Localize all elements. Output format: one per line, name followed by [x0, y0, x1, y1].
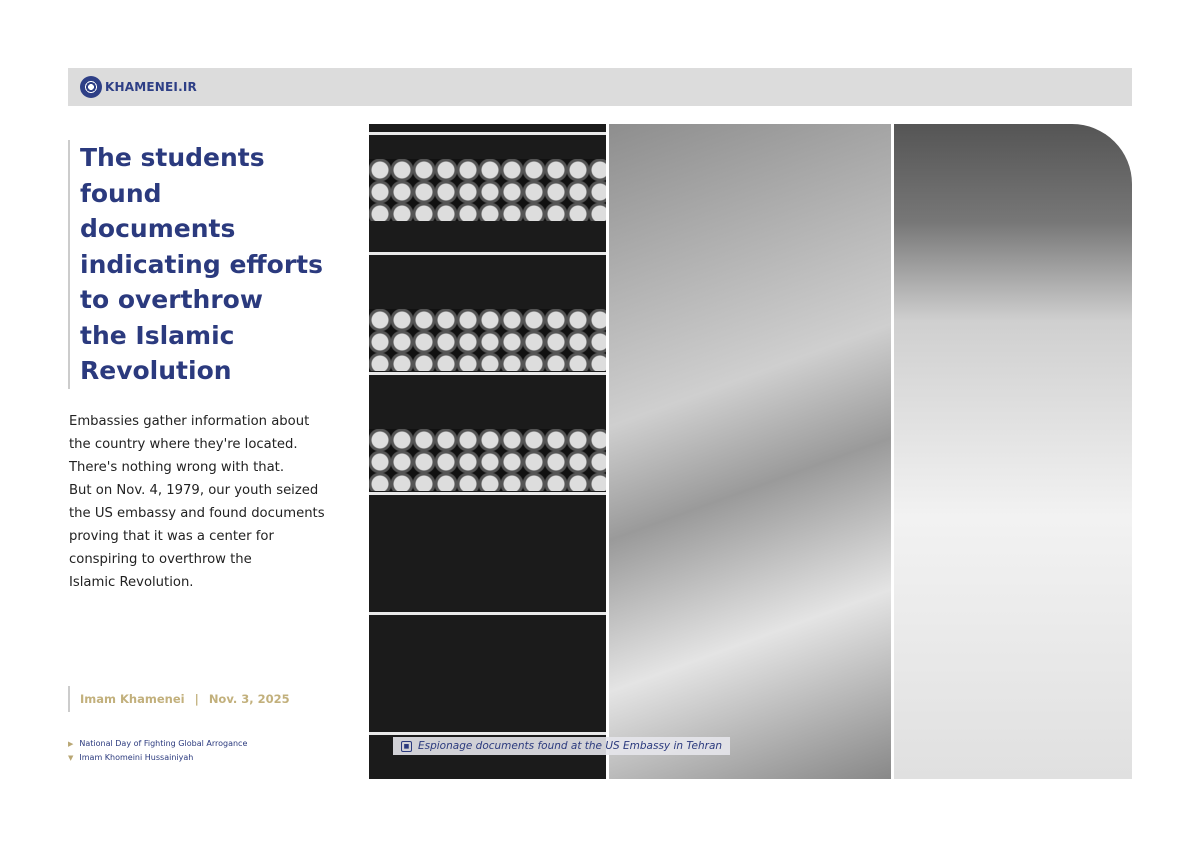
triangle-right-icon: ▶ [68, 740, 74, 748]
body-line: the US embassy and found documents [69, 506, 325, 521]
title-line: found [80, 178, 162, 208]
byline [68, 686, 290, 712]
page-title [68, 140, 350, 389]
note-text: Imam Khomeini Hussainiyah [79, 753, 194, 762]
cylinder-row [369, 429, 606, 491]
photo-collage [369, 124, 1132, 779]
title-line: indicating efforts [80, 249, 323, 279]
photo-shredded-paper [894, 124, 1132, 779]
title-line: the Islamic [80, 320, 235, 350]
byline-date: Nov. 3, 2025 [208, 692, 290, 706]
caption-text: Espionage documents found at the US Embassy in Tehran [418, 740, 723, 752]
title-line: documents [80, 214, 236, 243]
photo-shelves-cylinders [369, 124, 606, 779]
body-line: proving that it was a center for [69, 529, 274, 544]
photo-circuit-boards [609, 124, 891, 779]
logo-icon [80, 76, 102, 98]
photo-caption [393, 737, 730, 755]
title-line: to overthrow [80, 285, 263, 314]
note-venue [68, 751, 247, 765]
logo-text: KHAMENEI.IR [105, 80, 197, 94]
note-occasion [68, 737, 247, 751]
body-line: conspiring to overthrow the [69, 552, 252, 567]
site-logo[interactable] [80, 76, 197, 98]
title-line: The students [80, 143, 265, 172]
cylinder-row [369, 309, 606, 371]
camera-icon: ■ [401, 741, 412, 752]
body-line: There's nothing wrong with that. [69, 460, 285, 475]
body-line: But on Nov. 4, 1979, our youth seized [69, 483, 319, 498]
body-line: the country where they're located. [69, 437, 298, 452]
header-bar [68, 68, 1132, 106]
byline-separator: | [194, 692, 199, 706]
title-line: Revolution [80, 356, 232, 385]
note-text: National Day of Fighting Global Arrogance [79, 739, 248, 748]
body-line: Embassies gather information about [69, 414, 310, 429]
triangle-down-icon: ▼ [68, 754, 74, 762]
byline-author: Imam Khamenei [80, 692, 185, 706]
cylinder-row [369, 159, 606, 221]
body-text [69, 410, 349, 594]
notes [68, 737, 247, 765]
body-line: Islamic Revolution. [69, 575, 194, 590]
